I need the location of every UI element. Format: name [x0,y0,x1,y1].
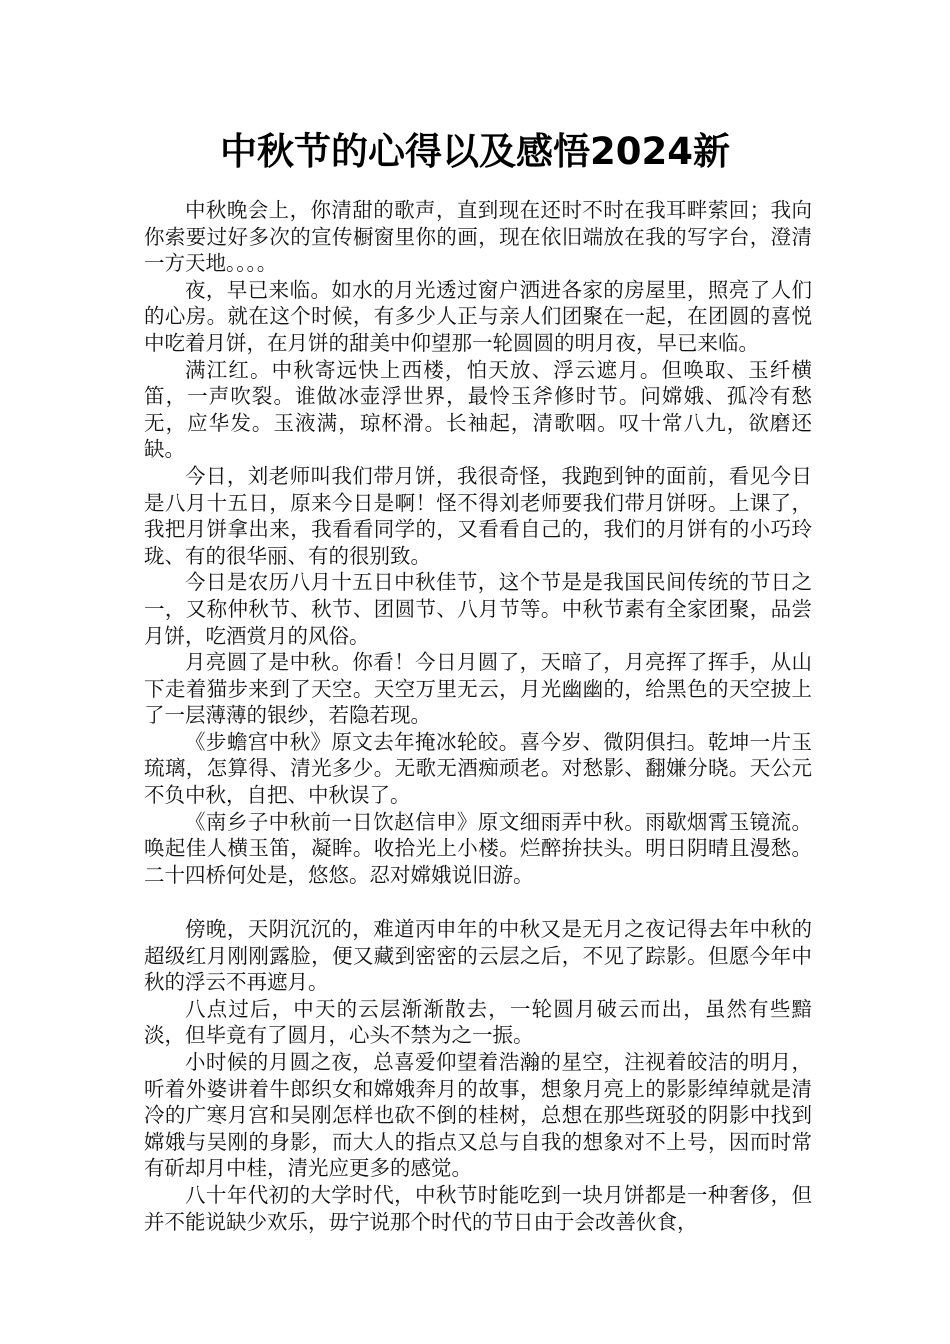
body-section-2 [144,916,812,1235]
document-title: 中秋节的心得以及感悟2024新 [220,130,730,173]
body-section-1 [144,197,812,888]
paragraph: 《步蟾宫中秋》原文去年掩冰轮皎。喜今岁、微阴俱扫。乾坤一片玉琉璃，怎算得、清光多少。无歌无酒痴顽老。对愁影、翻嫌分晓。天公元不负中秋，自把、中秋误了。 [144,729,812,808]
paragraph: 夜，早已来临。如水的月光透过窗户洒进各家的房屋里，照亮了人们的心房。就在这个时候，有多少人正与亲人们团聚在一起，在团圆的喜悦中吃着月饼，在月饼的甜美中仰望那一轮圆圆的明月夜，早已来临。 [144,277,812,355]
paragraph: 月亮圆了是中秋。你看！今日月圆了，天暗了，月亮挥了挥手，从山下走着猫步来到了天空。天空万里无云，月光幽幽的，给黑色的天空披上了一层薄薄的银纱，若隐若现。 [144,650,812,728]
paragraph: 今日，刘老师叫我们带月饼，我很奇怪，我跑到钟的面前，看见今日是八月十五日，原来今日是啊！怪不得刘老师要我们带月饼呀。上课了，我把月饼拿出来，我看看同学的，又看看自己的，我们的月饼有的小巧玲珑、有的很华丽、有的很别致。 [144,463,812,568]
paragraph: 今日是农历八月十五日中秋佳节，这个节是是我国民间传统的节日之一，又称仲秋节、秋节、团圆节、八月节等。中秋节素有全家团聚，品尝月饼，吃酒赏月的风俗。 [144,570,812,648]
paragraph: 《南乡子中秋前一日饮赵信申》原文细雨弄中秋。雨歇烟霄玉镜流。唤起佳人横玉笛，凝眸。收拾光上小楼。烂醉拚扶头。明日阴晴且漫愁。二十四桥何处是，悠悠。忍对嫦娥说旧游。 [144,809,812,887]
paragraph: 满江红。中秋寄远快上西楼，怕天放、浮云遮月。但唤取、玉纤横笛，一声吹裂。谁做冰壶浮世界，最怜玉斧修时节。问嫦娥、孤冷有愁无，应华发。玉液满，琼杯滑。长袖起，清歌咽。叹十常八九，欲磨还缺。 [144,357,812,462]
paragraph: 八十年代初的大学时代，中秋节时能吃到一块月饼都是一种奢侈，但并不能说缺少欢乐，毋宁说那个时代的节日由于会改善伙食， [144,1182,812,1234]
paragraph: 八点过后，中天的云层渐渐散去，一轮圆月破云而出，虽然有些黯淡，但毕竟有了圆月，心头不禁为之一振。 [144,996,812,1048]
paragraph: 小时候的月圆之夜，总喜爱仰望着浩瀚的星空，注视着皎洁的明月，听着外婆讲着牛郎织女和嫦娥奔月的故事，想象月亮上的影影绰绰就是清冷的广寒月宫和吴刚怎样也砍不倒的桂树，总想在那些斑驳的阴影中找到嫦娥与吴刚的身影，而大人的指点又总与自我的想象对不上号，因而时常有斫却月中桂，清光应更多的感觉。 [144,1049,812,1181]
paragraph: 傍晚，天阴沉沉的，难道丙申年的中秋又是无月之夜记得去年中秋的超级红月刚刚露脸，便又藏到密密的云层之后，不见了踪影。但愿今年中秋的浮云不再遮月。 [144,917,812,995]
paragraph: 中秋晚会上，你清甜的歌声，直到现在还时不时在我耳畔萦回；我向你索要过好多次的宣传橱窗里你的画，现在依旧端放在我的写字台，澄清一方天地。。。。 [144,198,812,276]
